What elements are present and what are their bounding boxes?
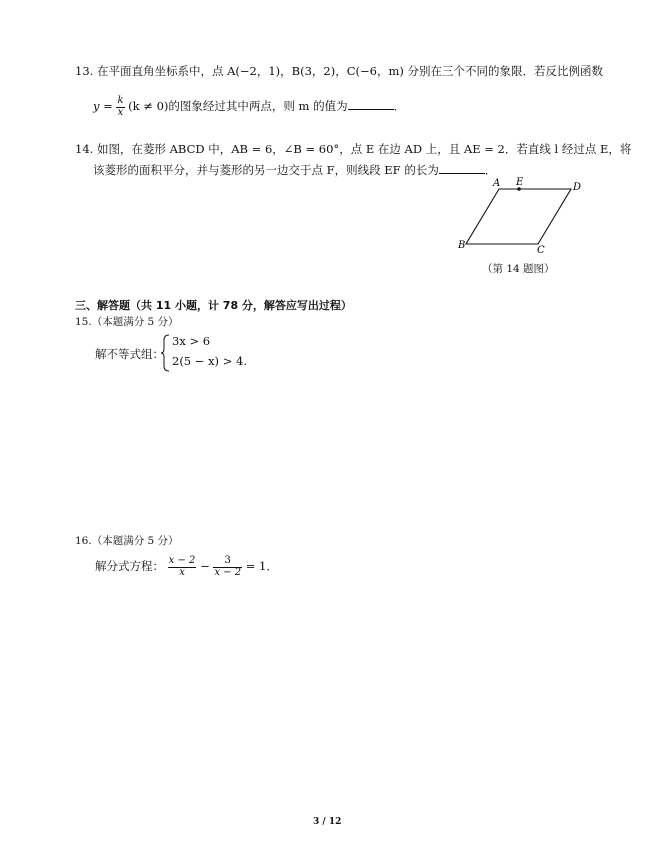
q13-func-prefix: y = — [93, 99, 113, 113]
label-d: D — [573, 182, 582, 193]
q15-header: 15.（本题满分 5 分） — [75, 316, 179, 328]
q15-brace — [161, 333, 171, 373]
q13-number: 13. — [75, 64, 94, 78]
q13-line2-end: ． — [393, 99, 406, 113]
q16-equation — [95, 556, 278, 578]
rhombus-figure — [455, 176, 595, 256]
q15-end: . — [243, 354, 247, 368]
q13-text-line2: 的图象经过其中两点，则 m 的值为 — [168, 99, 348, 113]
q13-line1 — [75, 66, 603, 78]
q13-func-cond: (k ≠ 0) — [128, 99, 169, 113]
q16-rhs: = 1． — [245, 559, 278, 573]
q14-line1 — [75, 144, 631, 156]
q14-text-line2: 该菱形的面积平分，并与菱形的另一边交于点 F，则线段 EF 的长为 — [93, 163, 439, 177]
q14-line2 — [93, 163, 496, 177]
q15-ineq2-row — [172, 356, 247, 368]
q16-f1-num: x − 2 — [168, 555, 196, 566]
q15-ineq2: 2(5 − x) > 4 — [172, 354, 244, 368]
q14-text-line1: 如图，在菱形 ABCD 中，AB = 6，∠B = 60°，点 E 在边 AD 上，且 AE = 2．若直线 l 经过点 E，将 — [96, 142, 632, 156]
q13-frac-den: x — [117, 106, 124, 118]
q16-prompt: 解分式方程： — [95, 559, 164, 573]
q13-frac-num: k — [117, 95, 124, 106]
rhombus-shape — [466, 189, 571, 244]
q16-minus: − — [200, 559, 210, 573]
label-c: C — [537, 245, 545, 256]
q16-fraction-2 — [213, 556, 242, 578]
q16-fraction-1 — [168, 556, 197, 578]
q13-answer-blank[interactable] — [348, 99, 394, 110]
q13-fraction — [116, 96, 124, 118]
q16-f1-den: x — [179, 566, 185, 578]
page-number: 3 / 12 — [313, 817, 342, 827]
label-b: B — [458, 240, 466, 251]
q16-header: 16.（本题满分 5 分） — [75, 535, 179, 547]
section-heading: 三、解答题（共 11 小题，计 78 分，解答应写出过程） — [75, 299, 352, 312]
q16-f2-num: 3 — [213, 556, 242, 568]
q14-number: 14. — [75, 142, 94, 156]
label-a: A — [493, 178, 501, 189]
label-e: E — [516, 177, 524, 188]
q16-f2-den: x − 2 — [214, 566, 242, 578]
q14-answer-blank[interactable] — [439, 163, 485, 174]
q13-text-line1: 在平面直角坐标系中，点 A(−2，1)，B(3，2)，C(−6，m) 分别在三个不同的象限．若反比例函数 — [96, 64, 603, 78]
q13-line2 — [93, 96, 405, 118]
q15-prompt: 解不等式组： — [95, 347, 164, 361]
q14-line2-end: ． — [484, 163, 497, 177]
q15-ineq1: 3x > 6 — [172, 334, 211, 348]
figure-caption: （第 14 题图） — [482, 263, 555, 275]
